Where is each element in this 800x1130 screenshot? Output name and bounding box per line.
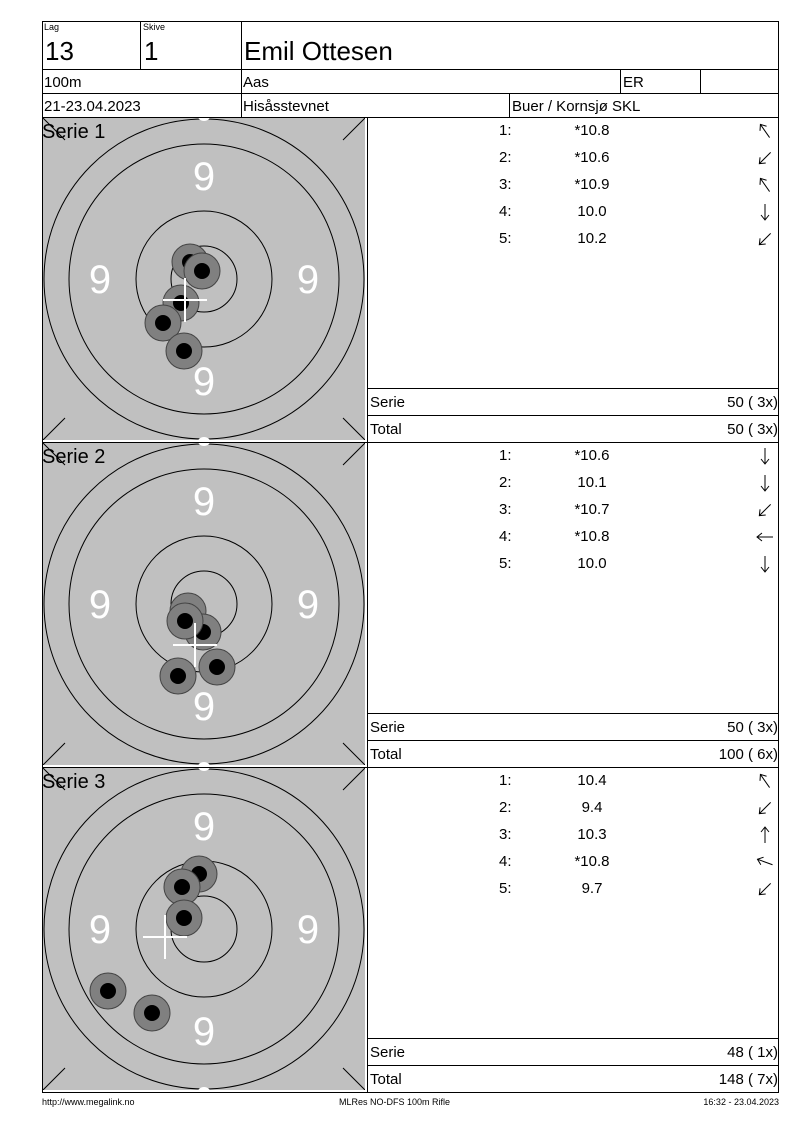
shot-number: 5: <box>499 555 512 572</box>
total-value: 100 ( 6x) <box>718 746 778 763</box>
shot-number: 1: <box>499 122 512 139</box>
direction-arrow-icon <box>754 554 776 572</box>
direction-arrow-icon <box>754 473 776 491</box>
shot-number: 5: <box>499 230 512 247</box>
ring-number-label: 9 <box>192 685 216 729</box>
direction-arrow-icon <box>754 527 776 545</box>
direction-arrow-icon <box>754 852 776 870</box>
serie-sum-label: Serie <box>370 394 406 411</box>
lag-label: Lag <box>44 22 60 32</box>
direction-arrow-icon <box>754 446 776 464</box>
shot-row <box>0 176 800 194</box>
distance: 100m <box>44 74 82 91</box>
shot-row <box>0 230 800 248</box>
shot-row <box>0 149 800 167</box>
serie-sum-label: Serie <box>370 1044 406 1061</box>
direction-arrow-icon <box>754 798 776 816</box>
shot-number: 4: <box>499 528 512 545</box>
shot-number: 2: <box>499 149 512 166</box>
total-value: 50 ( 3x) <box>727 421 778 438</box>
shot-number: 4: <box>499 853 512 870</box>
shot-row <box>0 474 800 492</box>
shot-value: *10.8 <box>574 853 610 870</box>
shot-value: 10.1 <box>577 474 607 491</box>
footer-timestamp: 16:32 - 23.04.2023 <box>703 1097 779 1107</box>
serie-title: Serie 3 <box>42 771 106 793</box>
direction-arrow-icon <box>754 771 776 789</box>
shot-row <box>0 528 800 546</box>
shot-value: 10.3 <box>577 826 607 843</box>
serie-title: Serie 2 <box>42 446 106 468</box>
skive-value: 1 <box>144 36 159 66</box>
total-value: 148 ( 7x) <box>718 1071 778 1088</box>
shot-hole <box>166 333 202 369</box>
shot-value: 10.2 <box>577 230 607 247</box>
shot-number: 1: <box>499 447 512 464</box>
footer-software: MLRes NO-DFS 100m Rifle <box>339 1097 451 1107</box>
ring-number-label: 9 <box>296 908 320 952</box>
shot-value: *10.6 <box>574 447 610 464</box>
serie-title: Serie 1 <box>42 121 106 143</box>
shot-hole <box>166 900 202 936</box>
serie-sum-value: 50 ( 3x) <box>727 394 778 411</box>
shot-value: *10.9 <box>574 176 610 193</box>
shot-number: 1: <box>499 772 512 789</box>
skive-label: Skive <box>143 22 166 32</box>
shot-row <box>0 555 800 573</box>
shot-row <box>0 447 800 465</box>
lag-value: 13 <box>45 36 74 66</box>
total-label: Total <box>370 746 402 763</box>
ring-number-label: 9 <box>296 583 320 627</box>
shot-number: 2: <box>499 799 512 816</box>
ring-number-label: 9 <box>192 360 216 404</box>
shot-hole <box>167 603 203 639</box>
shot-hole <box>90 973 126 1009</box>
serie-sum-label: Serie <box>370 719 406 736</box>
shot-row <box>0 853 800 871</box>
shot-hole <box>160 658 196 694</box>
direction-arrow-icon <box>754 202 776 220</box>
shot-row <box>0 826 800 844</box>
direction-arrow-icon <box>754 229 776 247</box>
serie-sum-value: 48 ( 1x) <box>727 1044 778 1061</box>
shot-row <box>0 880 800 898</box>
ring-number-label: 9 <box>88 258 112 302</box>
shot-hole <box>199 649 235 685</box>
shot-row <box>0 799 800 817</box>
shot-number: 3: <box>499 501 512 518</box>
ring-number-label: 9 <box>192 1010 216 1054</box>
shot-number: 2: <box>499 474 512 491</box>
ring-number-label: 9 <box>88 583 112 627</box>
shot-hole <box>134 995 170 1031</box>
shot-number: 3: <box>499 826 512 843</box>
shot-row <box>0 122 800 140</box>
shot-value: *10.7 <box>574 501 610 518</box>
shooter-name: Emil Ottesen <box>244 36 393 66</box>
organizer: Buer / Kornsjø SKL <box>512 98 641 115</box>
serie-sum-value: 50 ( 3x) <box>727 719 778 736</box>
shot-number: 3: <box>499 176 512 193</box>
shot-number: 5: <box>499 880 512 897</box>
shot-value: 10.0 <box>577 555 607 572</box>
shot-row <box>0 203 800 221</box>
direction-arrow-icon <box>754 148 776 166</box>
event: Hisåsstevnet <box>243 98 329 115</box>
ring-number-label: 9 <box>192 480 216 524</box>
ring-number-label: 9 <box>192 805 216 849</box>
direction-arrow-icon <box>754 879 776 897</box>
ring-number-label: 9 <box>296 258 320 302</box>
shot-value: *10.8 <box>574 122 610 139</box>
total-label: Total <box>370 421 402 438</box>
direction-arrow-icon <box>754 175 776 193</box>
direction-arrow-icon <box>754 500 776 518</box>
shot-value: *10.6 <box>574 149 610 166</box>
shot-row <box>0 501 800 519</box>
shot-value: 10.4 <box>577 772 607 789</box>
club: Aas <box>243 74 269 91</box>
shot-value: *10.8 <box>574 528 610 545</box>
ring-number-label: 9 <box>192 155 216 199</box>
shot-value: 10.0 <box>577 203 607 220</box>
footer-url[interactable]: http://www.megalink.no <box>42 1097 135 1107</box>
shot-hole <box>184 253 220 289</box>
direction-arrow-icon <box>754 825 776 843</box>
total-label: Total <box>370 1071 402 1088</box>
ring-number-label: 9 <box>88 908 112 952</box>
direction-arrow-icon <box>754 121 776 139</box>
shot-row <box>0 772 800 790</box>
shot-value: 9.7 <box>581 880 603 897</box>
date: 21-23.04.2023 <box>44 98 141 115</box>
shot-number: 4: <box>499 203 512 220</box>
class: ER <box>623 74 644 91</box>
shot-value: 9.4 <box>581 799 603 816</box>
